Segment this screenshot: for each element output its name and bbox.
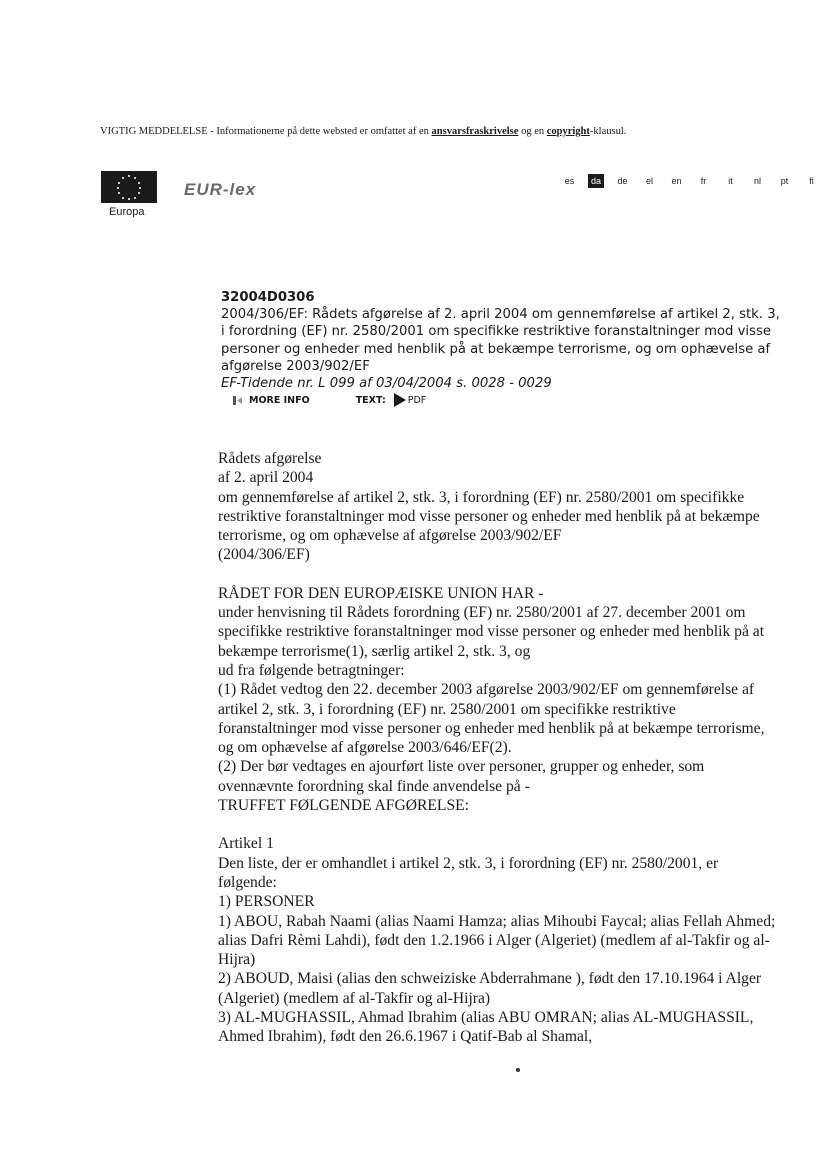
list-item: 3) AL-MUGHASSIL, Ahmad Ibrahim (alias ABU OMRAN; alias AL-MUGHASSIL, Ahmed Ibrahim), født den 26.6.1967 i Qatif-Bab al Shamal, (218, 1009, 754, 1046)
lang-es[interactable]: es (564, 176, 575, 186)
lang-it[interactable]: it (728, 176, 733, 186)
council-preamble: RÅDET FOR DEN EUROPÆISKE UNION HAR - (218, 584, 544, 602)
europa-logo[interactable] (101, 171, 157, 218)
lang-en[interactable]: en (671, 176, 682, 186)
lang-el[interactable]: el (645, 176, 653, 186)
decision-heading: Rådets afgørelse (218, 450, 322, 467)
europa-label: Europa (109, 206, 145, 218)
pdf-link[interactable] (394, 393, 427, 407)
decision-statement: TRUFFET FØLGENDE AFGØRELSE: (218, 797, 469, 815)
decision-reference: (2004/306/EF) (218, 546, 310, 564)
recital-intro: ud fra følgende betragtninger: (218, 661, 405, 679)
recital-reference: under henvisning til Rådets forordning (EF) nr. 2580/2001 af 27. december 2001 om specifikke restriktive foranstaltninger mod visse personer og enheder med henblik på at bekæmpe terrorisme(1), særlig artikel 2, stk. 3, og (218, 604, 765, 660)
celex-number: 32004D0306 (221, 290, 315, 305)
notice-text: -klausul. (589, 126, 627, 137)
recital-1: (1) Rådet vedtog den 22. december 2003 afgørelse 2003/902/EF om gennemførelse af artikel 2, stk. 3, i forordning (EF) nr. 2580/2001 om specifikke restriktive foranstaltninger mod visse personer og enheder med henblik på at bekæmpe terrorisme, og om ophævelse af afgørelse 2003/646/EF(2). (218, 681, 765, 757)
list-item: 1) ABOU, Rabah Naami (alias Naami Hamza; alias Mihoubi Faycal; alias Fellah Ahmed; alias Dafri Rèmi Lahdi), født den 1.2.1966 i Alger (Algeriet) (medlem af al-Takfir og al-Hijra) (218, 912, 776, 969)
official-journal-reference: EF-Tidende nr. L 099 af 03/04/2004 s. 0028 - 0029 (221, 376, 552, 392)
notice-text: VIGTIG MEDDELELSE - Informationerne på dette websted er omfattet af en (100, 126, 432, 137)
decision-subject: om gennemførelse af artikel 2, stk. 3, i forordning (EF) nr. 2580/2001 om specifikke restriktive foranstaltninger mod visse personer og enheder med henblik på at bekæmpe terrorisme, og om ophævelse af afgørelse 2003/902/EF (218, 488, 760, 545)
document-body (218, 449, 778, 1047)
more-info-icon (232, 395, 243, 406)
list-item: 2) ABOUD, Maisi (alias den schweiziske Abderrahmane ), født den 17.10.1964 i Alger (Algeriet) (medlem af al-Takfir og al-Hijra) (218, 970, 762, 1007)
play-arrow-icon (394, 393, 406, 407)
document-header (221, 289, 781, 392)
lang-nl[interactable]: nl (753, 176, 761, 186)
decision-date: af 2. april 2004 (218, 469, 314, 487)
text-label: TEXT: (355, 394, 386, 406)
lang-da[interactable]: da (588, 174, 604, 188)
lang-fi[interactable]: fi (809, 176, 814, 186)
eurlex-logo[interactable]: EUR-lex (184, 180, 257, 199)
scan-mark (516, 1068, 520, 1072)
section-persons: 1) PERSONER (218, 893, 315, 911)
pdf-label: PDF (407, 394, 427, 406)
article-heading: Artikel 1 (218, 835, 274, 853)
eu-flag-icon (101, 171, 157, 203)
legal-notice (100, 126, 740, 137)
language-selector (556, 174, 825, 188)
document-title: 2004/306/EF: Rådets afgørelse af 2. april 2004 om gennemførelse af artikel 2, stk. 3, i forordning (EF) nr. 2580/2001 om specifikke restriktive foranstaltninger mod visse personer og enheder med henblik på at bekæmpe terrorisme, og om ophævelse af afgørelse 2003/902/EF (221, 307, 780, 374)
lang-pt[interactable]: pt (780, 176, 789, 186)
lang-fr[interactable]: fr (700, 176, 707, 186)
article-text: Den liste, der er omhandlet i artikel 2, stk. 3, i forordning (EF) nr. 2580/2001, er følgende: (218, 854, 719, 891)
notice-text: og en (518, 126, 547, 137)
more-info-label: MORE INFO (249, 394, 310, 406)
more-info-link[interactable] (232, 395, 310, 406)
document-links (232, 393, 426, 407)
lang-de[interactable]: de (617, 176, 628, 186)
recital-2: (2) Der bør vedtages en ajourført liste over personer, grupper og enheder, som ovennævnte forordning skal finde anvendelse på - (218, 758, 705, 795)
copyright-link[interactable]: copyright (546, 126, 590, 137)
disclaimer-link[interactable]: ansvarsfraskrivelse (431, 126, 519, 137)
